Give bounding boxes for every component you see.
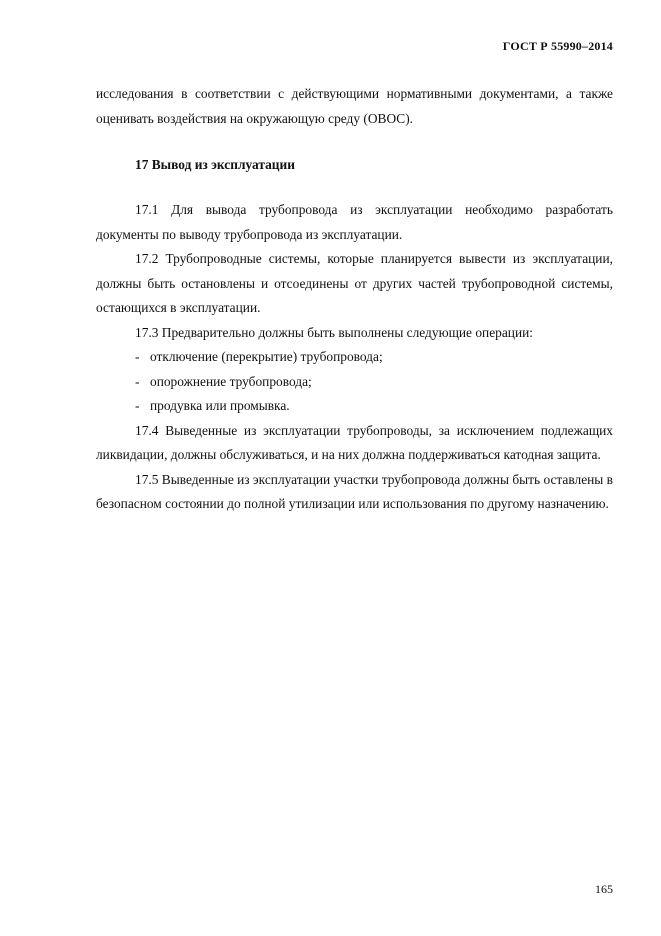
standard-header: ГОСТ Р 55990–2014 <box>502 39 613 53</box>
section-body <box>96 198 613 517</box>
list-dash: - <box>135 398 140 413</box>
intro-block <box>96 82 613 131</box>
operations-list <box>96 345 613 419</box>
intro-paragraph: исследования в соответствии с действующими нормативными документами, а также оценивать воздействия на окружающую среду (ОВОС). <box>96 86 613 126</box>
list-item-text: опорожнение трубопровода; <box>150 373 312 389</box>
list-item <box>96 370 613 395</box>
list-item-text: отключение (перекрытие) трубопровода; <box>150 349 383 364</box>
list-dash: - <box>135 349 140 364</box>
section-title: 17 Вывод из эксплуатации <box>135 157 295 172</box>
list-dash: - <box>135 373 140 389</box>
list-item <box>96 345 613 370</box>
paragraph-17-3: 17.3 Предварительно должны быть выполнены следующие операции: <box>135 324 534 340</box>
list-item-text: продувка или промывка. <box>150 398 290 413</box>
page-number: 165 <box>595 882 613 896</box>
paragraph-17-5: 17.5 Выведенные из эксплуатации участки трубопровода должны быть оставлены в безопасном состоянии до полной утилизации или использования по другому назначению. <box>96 471 613 511</box>
paragraph-17-4: 17.4 Выведенные из эксплуатации трубопроводы, за исключением подлежащих ликвидации, должны обслуживаться, и на них должна поддерживаться катодная защита. <box>96 422 613 462</box>
paragraph-17-1: 17.1 Для вывода трубопровода из эксплуатации необходимо разработать документы по выводу трубопровода из эксплуатации. <box>96 202 613 242</box>
list-item <box>96 394 613 419</box>
paragraph-17-2: 17.2 Трубопроводные системы, которые планируется вывести из эксплуатации, должны быть остановлены и отсоединены от других частей трубопроводной системы, остающихся в эксплуатации. <box>96 251 613 315</box>
section-17 <box>96 153 613 178</box>
